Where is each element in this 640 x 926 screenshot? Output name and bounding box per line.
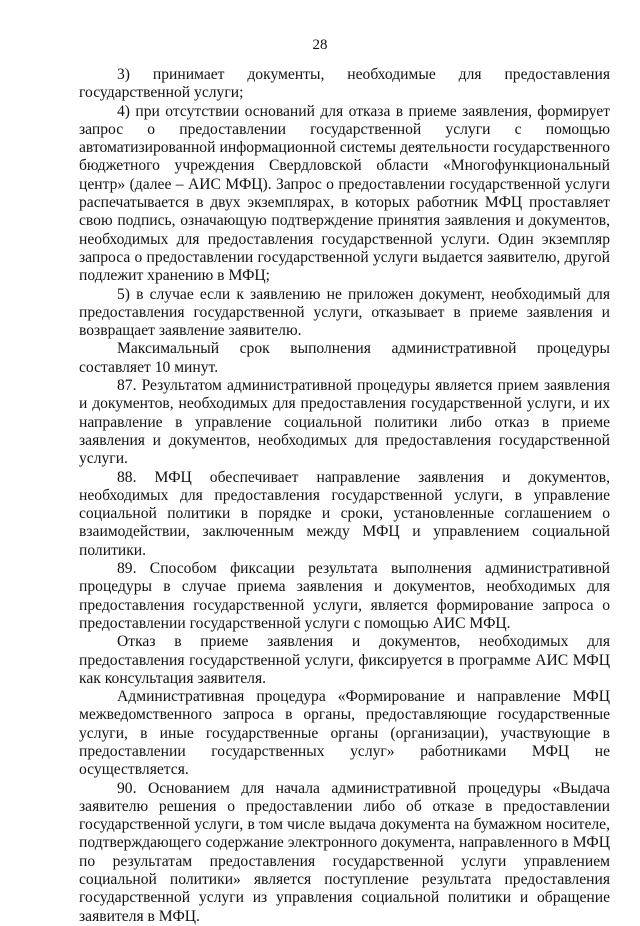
paragraph-max-duration: Максимальный срок выполнения административной процедуры составляет 10 минут. — [79, 340, 610, 376]
paragraph-procedure-note: Административная процедура «Формирование и направление МФЦ межведомственного запроса в органы, предоставляющие государственные услуги, в иные государственные органы (организации), участвующие в предоставлении государственных услуг» работниками МФЦ не осуществляется. — [79, 688, 610, 779]
document-body — [79, 66, 610, 926]
page-number: 28 — [312, 37, 328, 53]
paragraph-89: 89. Способом фиксации результата выполнения административной процедуры в случае приема заявления и документов, необходимых для предоставления государственной услуги, является формирование запроса о предоставлении государственной услуги с помощью АИС МФЦ. — [79, 560, 610, 632]
paragraph-item-4: 4) при отсутствии оснований для отказа в приеме заявления, формирует запрос о предоставлении государственной услуги с помощью автоматизированной информационной системы деятельности государственного бюджетного учреждения Свердловской области «Многофункциональный центр» (далее – АИС МФЦ). Запрос о предоставлении государственной услуги распечатывается в двух экземплярах, в которых работник МФЦ проставляет свою подпись, означающую подтверждение принятия заявления и документов, необходимых для предоставления государственной услуги. Один экземпляр запроса о предоставлении государственной услуги выдается заявителю, другой подлежит хранению в МФЦ; — [79, 102, 610, 285]
paragraph-refusal: Отказ в приеме заявления и документов, необходимых для предоставления государственной услуги, фиксируется в программе АИС МФЦ как консультация заявителя. — [79, 633, 610, 687]
paragraph-90: 90. Основанием для начала административной процедуры «Выдача заявителю решения о предоставлении либо об отказе в предоставлении государственной услуги, в том числе выдача документа на бумажном носителе, подтверждающего содержание электронного документа, направленного в МФЦ по результатам предоставления государственной услуги управлением социальной политики» является поступление результата предоставления государственной услуги из управления социальной политики и обращение заявителя в МФЦ. — [79, 779, 610, 925]
paragraph-87: 87. Результатом административной процедуры является прием заявления и документов, необходимых для предоставления государственной услуги, и их направление в управление социальной политики либо отказ в приеме заявления и документов, необходимых для предоставления государственной услуги. — [79, 377, 610, 468]
paragraph-item-3: 3) принимает документы, необходимые для предоставления государственной услуги; — [79, 66, 610, 102]
paragraph-item-5: 5) в случае если к заявлению не приложен документ, необходимый для предоставления государственной услуги, отказывает в приеме заявления и возвращает заявление заявителю. — [79, 285, 610, 340]
paragraph-88: 88. МФЦ обеспечивает направление заявления и документов, необходимых для предоставления государственной услуги, в управление социальной политики в порядке и сроки, установленные соглашением о взаимодействии, заключенным между МФЦ и управлением социальной политики. — [79, 468, 610, 559]
